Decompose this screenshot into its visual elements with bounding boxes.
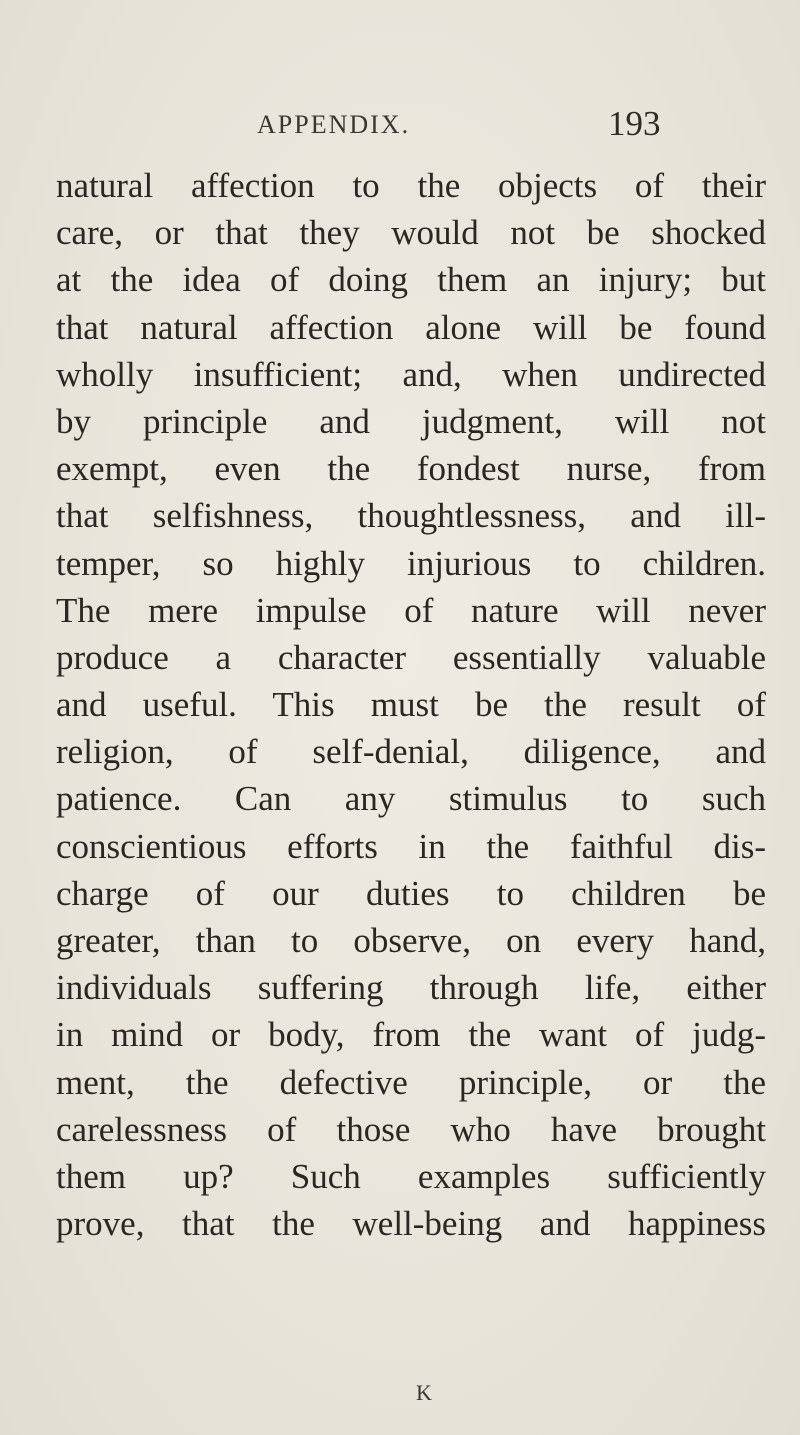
text-line: produce a character essentially valuable xyxy=(56,637,766,677)
body-text xyxy=(56,162,766,1247)
page-number: 193 xyxy=(608,104,661,143)
running-head-title: APPENDIX. xyxy=(257,110,411,139)
text-line: natural affection to the objects of their xyxy=(56,166,766,205)
text-line: carelessness of those who have brought xyxy=(56,1109,766,1149)
text-line: prove, that the well-being and happiness xyxy=(56,1204,766,1244)
text-line: exempt, even the fondest nurse, from xyxy=(56,449,766,489)
text-line: them up? Such examples sufficiently xyxy=(56,1156,766,1196)
text-line: care, or that they would not be shocked xyxy=(56,213,766,253)
text-line: at the idea of doing them an injury; but xyxy=(56,260,766,300)
text-line: by principle and judgment, will not xyxy=(56,401,766,441)
text-line: religion, of self-denial, diligence, and xyxy=(56,732,766,772)
text-line: The mere impulse of nature will never xyxy=(56,590,766,630)
text-line: wholly insufficient; and, when undirected xyxy=(56,354,766,394)
text-line: patience. Can any stimulus to such xyxy=(56,779,766,819)
signature-mark: K xyxy=(416,1380,432,1405)
running-head xyxy=(0,104,800,144)
text-line: conscientious efforts in the faithful dis- xyxy=(56,826,766,866)
text-line: greater, than to observe, on every hand, xyxy=(56,921,766,960)
text-line: charge of our duties to children be xyxy=(56,873,766,913)
text-line: and useful. This must be the result of xyxy=(56,685,766,725)
text-line: temper, so highly injurious to children. xyxy=(56,543,766,583)
text-line: that natural affection alone will be found xyxy=(56,307,766,347)
text-line: in mind or body, from the want of judg- xyxy=(56,1015,766,1055)
text-line: that selfishness, thoughtlessness, and ill- xyxy=(56,496,766,536)
text-line: ment, the defective principle, or the xyxy=(56,1062,766,1102)
text-line: individuals suffering through life, either xyxy=(56,968,766,1008)
